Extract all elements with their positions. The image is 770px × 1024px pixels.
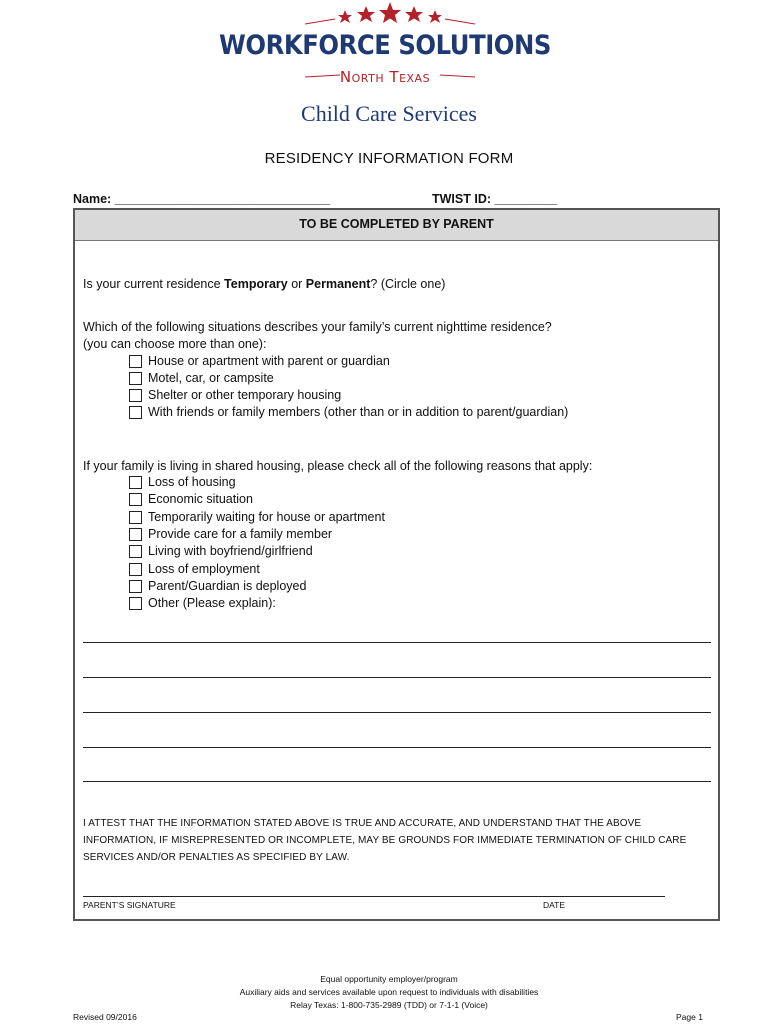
explain-line[interactable] [83, 747, 711, 748]
checkbox-boyfriend-girlfriend[interactable] [129, 545, 142, 558]
shared-housing-question: If your family is living in shared housing, please check all of the following reasons that apply: [83, 459, 593, 473]
name-field[interactable]: Name: _______________________________ [73, 192, 331, 206]
option-label: Loss of housing [148, 475, 236, 489]
option-label: Loss of employment [148, 562, 260, 576]
residence-question [83, 277, 445, 291]
option-label: Parent/Guardian is deployed [148, 579, 307, 593]
checkbox-provide-care[interactable] [129, 528, 142, 541]
explain-line[interactable] [83, 712, 711, 713]
option-label: House or apartment with parent or guardian [148, 354, 390, 368]
option-temporary[interactable]: Temporary [224, 277, 288, 291]
checkbox-shelter[interactable] [129, 389, 142, 402]
checkbox-loss-of-housing[interactable] [129, 476, 142, 489]
stars-icon [300, 2, 480, 28]
explain-line[interactable] [83, 781, 711, 782]
checkbox-temporarily-waiting[interactable] [129, 511, 142, 524]
option-label: Other (Please explain): [148, 596, 276, 610]
q1-mid: or [287, 277, 306, 291]
footer-line: Relay Texas: 1-800-735-2989 (TDD) or 7-1-1 (Voice) [290, 1000, 488, 1010]
footer-line: Auxiliary aids and services available upon request to individuals with disabilities [239, 987, 539, 997]
date-label: DATE [543, 900, 566, 910]
option-label: Provide care for a family member [148, 527, 333, 541]
checkbox-friends-family[interactable] [129, 406, 142, 419]
option-label: Living with boyfriend/girlfriend [148, 544, 313, 558]
option-label: Economic situation [148, 492, 253, 506]
q1-prefix: Is your current residence [83, 277, 225, 291]
checkbox-deployed[interactable] [129, 580, 142, 593]
section-header: TO BE COMPLETED BY PARENT [75, 210, 718, 241]
option-label: Motel, car, or campsite [148, 371, 274, 385]
checkbox-loss-of-employment[interactable] [129, 563, 142, 576]
checkbox-house-apartment[interactable] [129, 355, 142, 368]
workforce-logo [0, 0, 770, 100]
q1-suffix: ? (Circle one) [370, 277, 446, 291]
attestation-text: I ATTEST THAT THE INFORMATION STATED ABOVE IS TRUE AND ACCURATE, AND UNDERSTAND THAT THE ABOVE INFORMATION, IF MISREPRESENTED OR INCOMPLETE, MAY BE GROUNDS FOR IMMEDIATE TERMINATION OF CHILD CARE SERVICES AND/OR PENALTIES AS SPECIFIED BY LAW. [83, 818, 687, 863]
option-permanent[interactable]: Permanent [305, 277, 371, 291]
explain-line[interactable] [83, 677, 711, 678]
option-label: Shelter or other temporary housing [148, 388, 342, 402]
signature-line[interactable] [83, 896, 665, 897]
footer-line: Equal opportunity employer/program [320, 974, 458, 984]
logo-region: North Texas [339, 68, 431, 86]
parent-section [73, 208, 720, 921]
nighttime-question: Which of the following situations describes your family’s current nighttime residence? [83, 320, 552, 334]
explain-line[interactable] [83, 642, 711, 643]
footer-notice [0, 973, 770, 1012]
option-label: Temporarily waiting for house or apartment [148, 510, 385, 524]
form-title: RESIDENCY INFORMATION FORM [264, 150, 514, 167]
signature-label: PARENT’S SIGNATURE [83, 900, 176, 910]
revised-date: Revised 09/2016 [73, 1012, 137, 1022]
page-subtitle: Child Care Services [301, 101, 477, 126]
nighttime-question-note: (you can choose more than one): [83, 337, 267, 351]
checkbox-motel-car[interactable] [129, 372, 142, 385]
checkbox-economic[interactable] [129, 493, 142, 506]
twist-id-field[interactable]: TWIST ID: _________ [432, 192, 558, 206]
checkbox-other[interactable] [129, 597, 142, 610]
option-label: With friends or family members (other than or in addition to parent/guardian) [148, 405, 569, 419]
page-number: Page 1 [676, 1012, 703, 1022]
logo-wordmark: WORKFORCE SOLUTIONS [219, 30, 551, 61]
